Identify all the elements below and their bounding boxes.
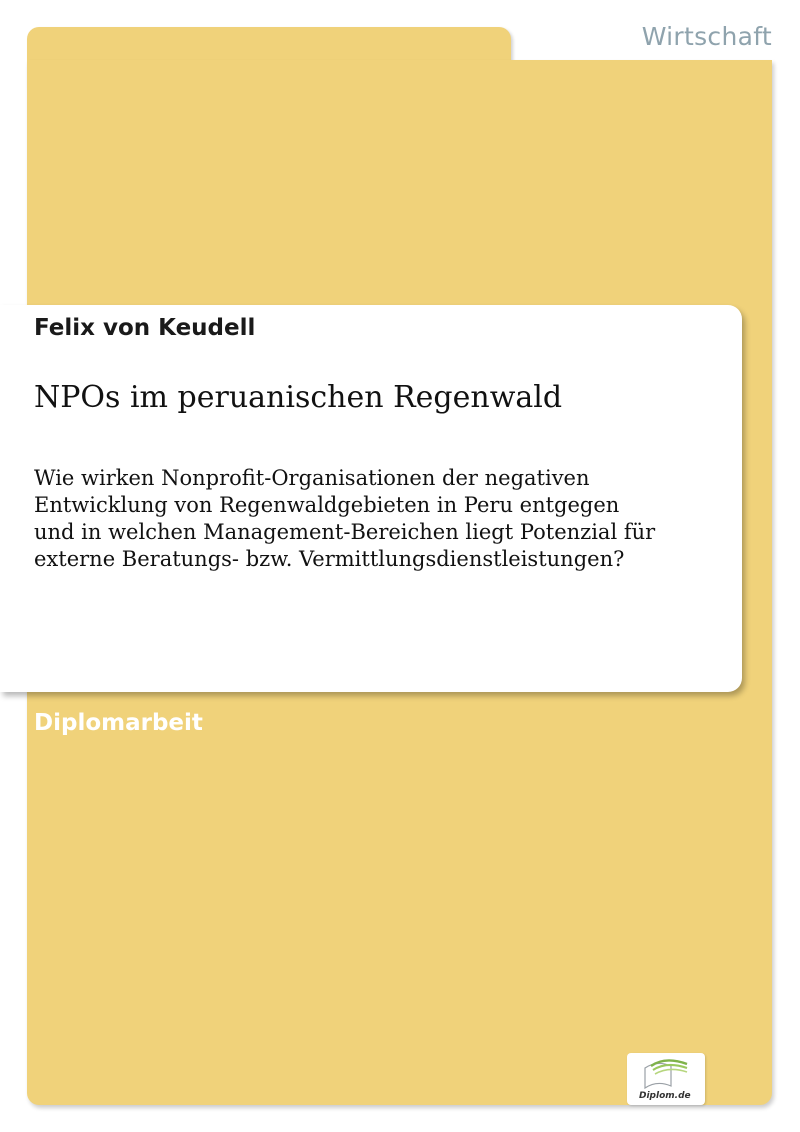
subtitle-line: Wie wirken Nonprofit-Organisationen der negativen (34, 466, 590, 490)
document-type: Diplomarbeit (34, 710, 203, 736)
publisher-logo (627, 1053, 705, 1105)
book-title: NPOs im peruanischen Regenwald (34, 380, 563, 415)
author-name: Felix von Keudell (34, 315, 256, 341)
subtitle-line: Entwicklung von Regenwaldgebieten in Peru entgegen (34, 493, 620, 517)
book-subtitle (34, 465, 724, 573)
category-label: Wirtschaft (641, 22, 772, 51)
subtitle-line: und in welchen Management-Bereichen liegt Potenzial für (34, 520, 656, 544)
publisher-logo-icon (637, 1058, 693, 1092)
subtitle-line: externe Beratungs- bzw. Vermittlungsdienstleistungen? (34, 547, 625, 571)
publisher-logo-text: Diplom.de (639, 1091, 691, 1101)
